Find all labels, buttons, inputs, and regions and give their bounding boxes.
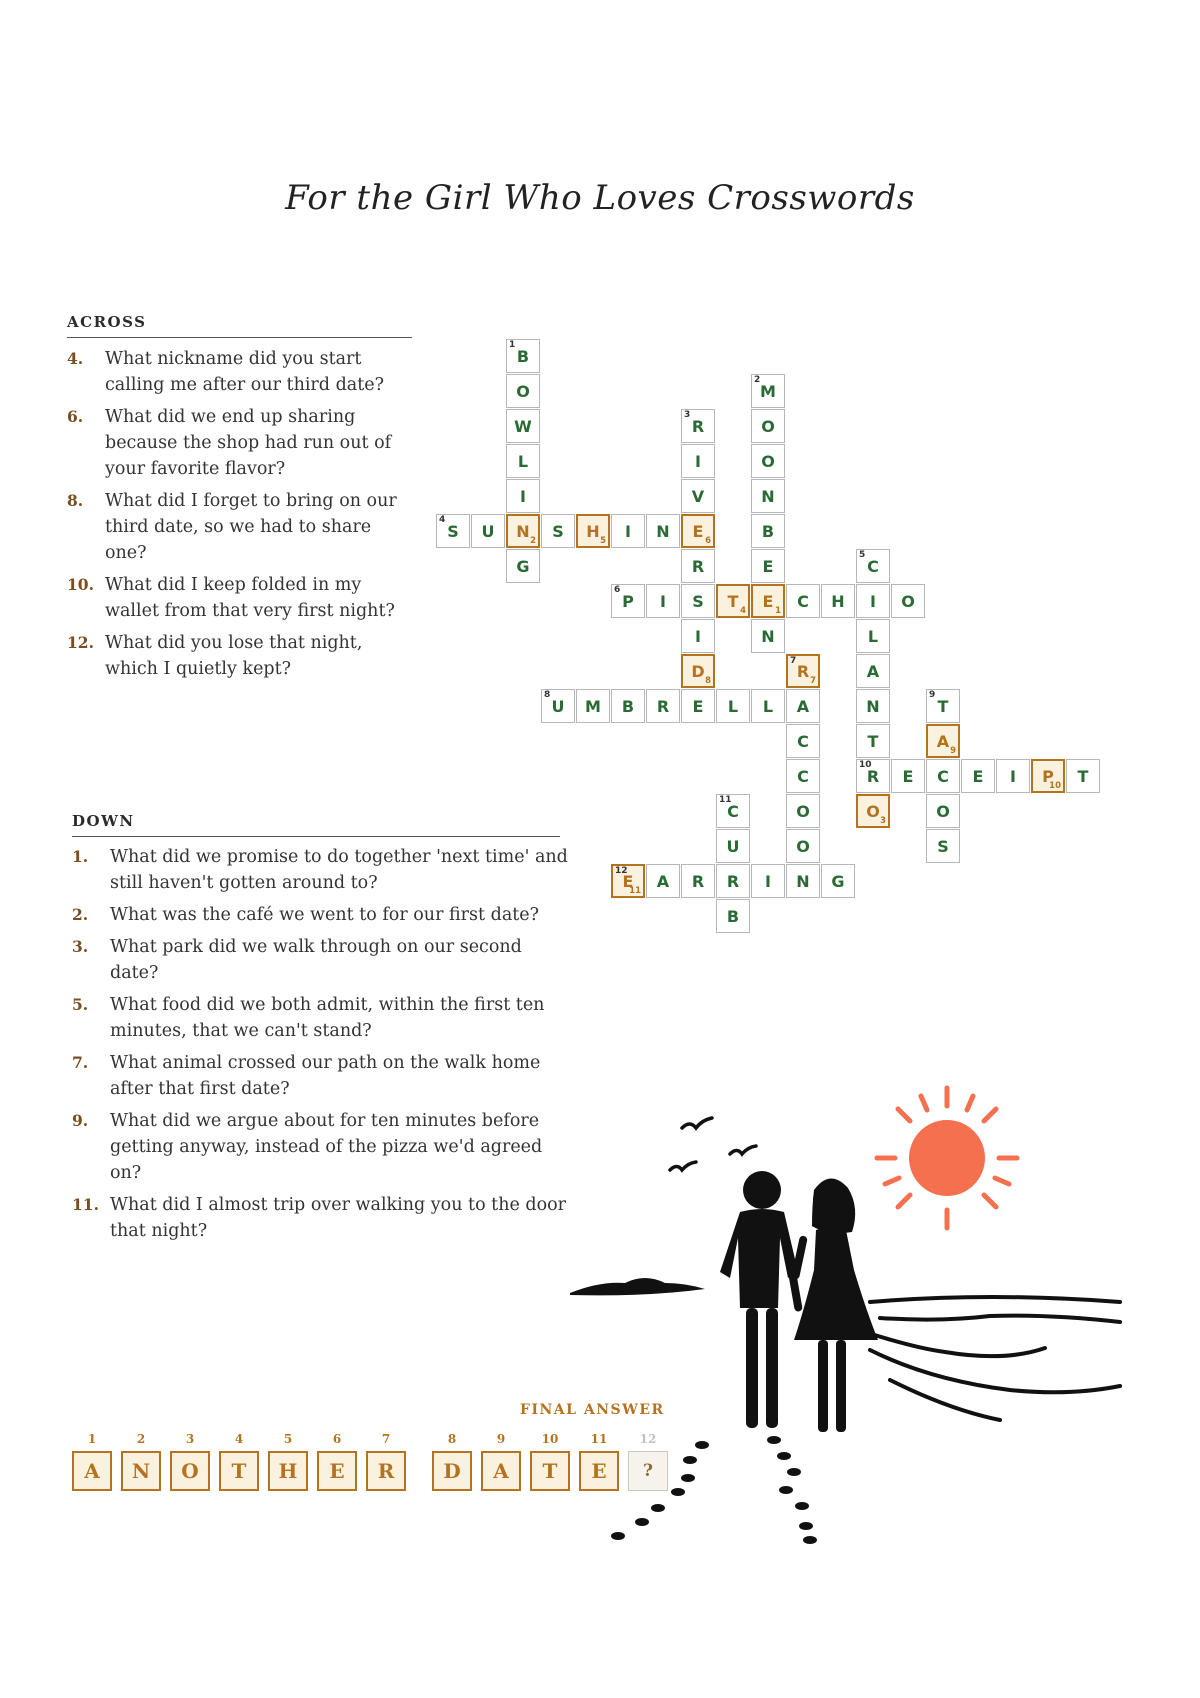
final-key-number: 2 (530, 536, 536, 546)
crossword-cell[interactable] (716, 829, 750, 863)
cell-letter: R (691, 871, 705, 891)
cell-letter: N (656, 521, 670, 541)
cell-letter: P (622, 591, 634, 611)
crossword-cell[interactable] (786, 689, 820, 723)
crossword-cell[interactable] (681, 409, 715, 443)
crossword-cell[interactable] (681, 584, 715, 618)
cell-letter: C (867, 556, 879, 576)
final-answer-box[interactable]: T (219, 1451, 259, 1491)
crossword-cell[interactable] (856, 654, 890, 688)
crossword-key-cell[interactable] (926, 724, 960, 758)
crossword-cell[interactable] (611, 514, 645, 548)
cell-letter: N (516, 521, 530, 541)
across-clue-number: 4. (67, 349, 84, 368)
cell-letter: G (831, 871, 845, 891)
down-clue-number: 5. (72, 995, 89, 1014)
across-clue-text: What did we end up sharing because the shop had run out of your favorite flavor? (105, 407, 392, 479)
cell-letter: O (796, 801, 810, 821)
crossword-cell[interactable] (646, 864, 680, 898)
cell-letter: S (447, 521, 459, 541)
crossword-cell[interactable] (681, 864, 715, 898)
final-key-number: 10 (1049, 781, 1061, 791)
cell-letter: A (866, 661, 880, 681)
cell-letter: N (761, 486, 775, 506)
cell-letter: N (866, 696, 880, 716)
crossword-key-cell[interactable] (716, 584, 750, 618)
across-clue-text: What did I forget to bring on our third date, so we had to share one? (105, 491, 397, 563)
cell-letter: O (761, 416, 775, 436)
crossword-cell[interactable] (821, 584, 855, 618)
cell-letter: B (761, 521, 775, 541)
final-key-number: 9 (950, 746, 956, 756)
cell-letter: C (797, 731, 809, 751)
cell-letter: S (692, 591, 704, 611)
clue-number-label: 7 (790, 656, 797, 666)
rocks-icon (570, 1278, 705, 1295)
cell-letter: H (586, 521, 600, 541)
final-key-number: 5 (600, 536, 606, 546)
crossword-key-cell[interactable] (681, 654, 715, 688)
cell-letter: B (621, 696, 635, 716)
crossword-cell[interactable] (891, 584, 925, 618)
cell-letter: U (726, 836, 740, 856)
clue-number-label: 3 (684, 410, 691, 420)
crossword-key-cell[interactable] (786, 654, 820, 688)
cell-letter: B (726, 906, 740, 926)
final-answer-box[interactable]: H (268, 1451, 308, 1491)
cell-letter: E (972, 766, 984, 786)
page-title: For the Girl Who Loves Crosswords (285, 178, 915, 218)
crossword-cell[interactable] (1066, 759, 1100, 793)
crossword-cell[interactable] (856, 759, 890, 793)
cell-letter: I (695, 451, 701, 471)
clue-number-label: 9 (929, 690, 936, 700)
crossword-cell[interactable] (506, 339, 540, 373)
across-clue-text: What did you lose that night, which I quietly kept? (105, 633, 363, 679)
sun-icon (877, 1088, 1017, 1228)
cell-letter: T (1077, 766, 1089, 786)
final-answer-box[interactable]: O (170, 1451, 210, 1491)
crossword-cell[interactable] (541, 689, 575, 723)
cell-letter: R (656, 696, 670, 716)
cell-letter: N (761, 626, 775, 646)
cell-letter: R (691, 416, 705, 436)
cell-letter: D (691, 661, 705, 681)
crossword-cell[interactable] (786, 584, 820, 618)
cell-letter: L (762, 696, 774, 716)
crossword-cell[interactable] (786, 829, 820, 863)
crossword-cell[interactable] (786, 794, 820, 828)
crossword-cell[interactable] (436, 514, 470, 548)
cell-letter: U (551, 696, 565, 716)
birds-icon (670, 1118, 756, 1170)
crossword-cell[interactable] (926, 689, 960, 723)
clue-number-label: 5 (859, 550, 866, 560)
cell-letter: E (762, 591, 774, 611)
crossword-cell[interactable] (681, 689, 715, 723)
cell-letter: I (660, 591, 666, 611)
cell-letter: P (1042, 766, 1054, 786)
final-answer-number: 2 (136, 1432, 146, 1446)
crossword-cell[interactable] (751, 864, 785, 898)
crossword-cell[interactable] (751, 444, 785, 478)
man-silhouette (720, 1171, 803, 1428)
cell-letter: E (622, 871, 634, 891)
cell-letter: E (902, 766, 914, 786)
final-answer-number: 4 (234, 1432, 244, 1446)
crossword-cell[interactable] (751, 514, 785, 548)
crossword-cell[interactable] (716, 794, 750, 828)
cell-letter: I (765, 871, 771, 891)
crossword-cell[interactable] (716, 864, 750, 898)
crossword-cell[interactable] (576, 689, 610, 723)
final-answer-number: 3 (185, 1432, 195, 1446)
crossword-cell[interactable] (716, 899, 750, 933)
crossword-cell[interactable] (856, 724, 890, 758)
final-answer-number: 7 (381, 1432, 391, 1446)
clue-number-label: 10 (859, 760, 872, 770)
crossword-cell[interactable] (681, 479, 715, 513)
final-key-number: 8 (705, 676, 711, 686)
across-clue-text: What nickname did you start calling me after our third date? (105, 349, 384, 395)
crossword-cell[interactable] (646, 514, 680, 548)
down-clue-text: What did we promise to do together 'next time' and still haven't gotten around to? (110, 847, 568, 893)
footprints-icon (611, 1436, 817, 1544)
across-clue-number: 6. (67, 407, 84, 426)
sea-waves-icon (865, 1297, 1120, 1420)
crossword-cell[interactable] (926, 759, 960, 793)
cell-letter: I (520, 486, 526, 506)
down-clue-text: What park did we walk through on our second date? (110, 937, 522, 983)
cell-letter: B (516, 346, 530, 366)
crossword-cell[interactable] (506, 409, 540, 443)
cell-letter: O (761, 451, 775, 471)
cell-letter: T (937, 696, 949, 716)
crossword-cell[interactable] (856, 584, 890, 618)
cell-letter: I (1010, 766, 1016, 786)
cell-letter: G (516, 556, 530, 576)
crossword-cell[interactable] (611, 584, 645, 618)
final-key-number: 6 (705, 536, 711, 546)
final-answer-box[interactable]: E (317, 1451, 357, 1491)
crossword-cell[interactable] (506, 549, 540, 583)
crossword-key-cell[interactable] (856, 794, 890, 828)
clue-number-label: 11 (719, 795, 732, 805)
cell-letter: C (797, 766, 809, 786)
cell-letter: A (936, 731, 950, 751)
final-answer-box[interactable]: R (366, 1451, 406, 1491)
cell-letter: T (867, 731, 879, 751)
crossword-cell[interactable] (751, 479, 785, 513)
crossword-key-cell[interactable] (681, 514, 715, 548)
final-answer-number: 11 (590, 1432, 608, 1446)
crossword-cell[interactable] (856, 549, 890, 583)
crossword-cell[interactable] (681, 444, 715, 478)
crossword-cell[interactable] (751, 409, 785, 443)
final-answer-box[interactable]: A (481, 1451, 521, 1491)
down-clue-text: What did I almost trip over walking you to the door that night? (110, 1195, 567, 1241)
cell-letter: C (727, 801, 739, 821)
cell-letter: R (726, 871, 740, 891)
cell-letter: S (937, 836, 949, 856)
down-clue-number: 7. (72, 1053, 89, 1072)
crossword-cell[interactable] (506, 444, 540, 478)
crossword-cell[interactable] (856, 689, 890, 723)
final-answer-box[interactable]: E (579, 1451, 619, 1491)
crossword-cell[interactable] (891, 759, 925, 793)
crossword-key-cell[interactable] (1031, 759, 1065, 793)
cell-letter: I (625, 521, 631, 541)
crossword-key-cell[interactable] (751, 584, 785, 618)
cell-letter: U (481, 521, 495, 541)
final-answer-box[interactable]: T (530, 1451, 570, 1491)
clue-number-label: 4 (439, 515, 446, 525)
final-key-number: 11 (629, 886, 641, 896)
cell-letter: A (796, 696, 810, 716)
cell-letter: I (870, 591, 876, 611)
final-answer-number: 1 (87, 1432, 97, 1446)
crossword-cell[interactable] (646, 584, 680, 618)
cell-letter: S (552, 521, 564, 541)
cell-letter: O (796, 836, 810, 856)
crossword-cell[interactable] (961, 759, 995, 793)
down-clue-text: What was the café we went to for our first date? (110, 905, 540, 925)
woman-silhouette (791, 1178, 878, 1432)
final-answer-mystery-box[interactable]: ? (628, 1451, 668, 1491)
cell-letter: C (937, 766, 949, 786)
cell-letter: T (727, 591, 739, 611)
final-answer-number: 10 (541, 1432, 559, 1446)
final-answer-box[interactable]: N (121, 1451, 161, 1491)
final-answer-box[interactable]: A (72, 1451, 112, 1491)
down-clue-number: 1. (72, 847, 89, 866)
crossword-cell[interactable] (856, 619, 890, 653)
beach-couple-illustration (570, 1040, 1130, 1564)
final-key-number: 4 (740, 606, 746, 616)
cell-letter: N (796, 871, 810, 891)
final-answer-number: 5 (283, 1432, 293, 1446)
clue-number-label: 1 (509, 340, 516, 350)
cell-letter: M (585, 696, 601, 716)
final-answer-number: 9 (496, 1432, 506, 1446)
crossword-cell[interactable] (786, 864, 820, 898)
cell-letter: C (797, 591, 809, 611)
across-heading: ACROSS (67, 313, 412, 338)
final-answer-number: 12 (639, 1432, 657, 1446)
final-answer-number: 8 (447, 1432, 457, 1446)
down-clue-text: What did we argue about for ten minutes before getting anyway, instead of the pizza we'd agreed on? (110, 1111, 543, 1183)
crossword-cell[interactable] (681, 549, 715, 583)
cell-letter: E (692, 696, 704, 716)
crossword-cell[interactable] (751, 619, 785, 653)
across-clue-number: 12. (67, 633, 94, 652)
crossword-cell[interactable] (926, 829, 960, 863)
cell-letter: O (866, 801, 880, 821)
crossword-cell[interactable] (506, 374, 540, 408)
cell-letter: I (695, 626, 701, 646)
final-answer-label: FINAL ANSWER (520, 1402, 665, 1418)
cell-letter: L (517, 451, 529, 471)
crossword-key-cell[interactable] (576, 514, 610, 548)
cell-letter: A (656, 871, 670, 891)
crossword-cell[interactable] (471, 514, 505, 548)
across-clue-number: 8. (67, 491, 84, 510)
final-answer-box[interactable]: D (432, 1451, 472, 1491)
cell-letter: H (831, 591, 845, 611)
crossword-cell[interactable] (786, 759, 820, 793)
clue-number-label: 6 (614, 585, 621, 595)
crossword-cell[interactable] (506, 479, 540, 513)
final-answer-number: 6 (332, 1432, 342, 1446)
crossword-cell[interactable] (716, 689, 750, 723)
crossword-key-cell[interactable] (506, 514, 540, 548)
crossword-cell[interactable] (751, 549, 785, 583)
cell-letter: V (691, 486, 705, 506)
crossword-cell[interactable] (996, 759, 1030, 793)
cell-letter: L (727, 696, 739, 716)
cell-letter: E (762, 556, 774, 576)
final-key-number: 1 (775, 606, 781, 616)
clue-number-label: 12 (615, 866, 628, 876)
cell-letter: O (901, 591, 915, 611)
down-heading: DOWN (72, 812, 560, 837)
cell-letter: R (866, 766, 880, 786)
down-clue-number: 2. (72, 905, 89, 924)
cell-letter: E (692, 521, 704, 541)
crossword-cell[interactable] (751, 374, 785, 408)
crossword-cell[interactable] (821, 864, 855, 898)
cell-letter: O (516, 381, 530, 401)
crossword-cell[interactable] (751, 689, 785, 723)
crossword-cell[interactable] (646, 689, 680, 723)
clue-number-label: 2 (754, 375, 761, 385)
crossword-cell[interactable] (926, 794, 960, 828)
final-key-number: 3 (880, 816, 886, 826)
cell-letter: L (867, 626, 879, 646)
cell-letter: M (760, 381, 776, 401)
down-clue-number: 3. (72, 937, 89, 956)
clue-number-label: 8 (544, 690, 551, 700)
down-clue-text: What food did we both admit, within the first ten minutes, that we can't stand? (110, 995, 545, 1041)
cell-letter: W (514, 416, 532, 436)
final-key-number: 7 (810, 676, 816, 686)
crossword-cell[interactable] (541, 514, 575, 548)
crossword-cell[interactable] (786, 724, 820, 758)
cell-letter: R (691, 556, 705, 576)
down-clue-number: 9. (72, 1111, 89, 1130)
cell-letter: R (796, 661, 810, 681)
crossword-cell[interactable] (681, 619, 715, 653)
across-clue-text: What did I keep folded in my wallet from that very first night? (105, 575, 395, 621)
across-clue-number: 10. (67, 575, 94, 594)
down-clue-text: What animal crossed our path on the walk home after that first date? (110, 1053, 541, 1099)
down-clue-number: 11. (72, 1195, 99, 1214)
cell-letter: O (936, 801, 950, 821)
crossword-cell[interactable] (611, 689, 645, 723)
crossword-key-cell[interactable] (611, 864, 645, 898)
